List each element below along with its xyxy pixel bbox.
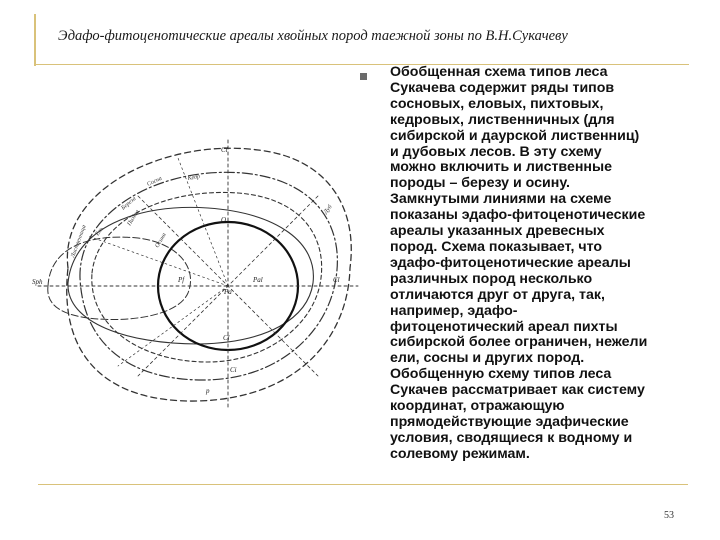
text-line: и дубовых лесов. В эту схему xyxy=(390,143,602,160)
label-bottom-inner: Cl xyxy=(223,334,230,342)
label-top: Cl xyxy=(221,146,228,154)
areal-curve-outer xyxy=(67,148,352,401)
label-right-outer: Cl xyxy=(333,276,340,284)
footer-divider xyxy=(38,484,688,485)
text-line: сосновых, еловых, пихтовых, xyxy=(390,95,604,112)
label-bottom-outer: Ci xyxy=(230,366,237,374)
curve-label-3: Ель xyxy=(94,226,105,238)
text-line: породы – березу и осину. xyxy=(390,175,570,192)
title-accent-rule xyxy=(34,14,36,66)
text-line: можно включить и лиственные xyxy=(390,159,612,176)
label-left-inner: Pf xyxy=(178,276,185,284)
curve-label-2: Береза xyxy=(120,195,138,212)
text-line: Обобщенная схема типов леса xyxy=(390,64,608,80)
text-line: ареалы указанных древесных xyxy=(390,223,605,240)
label-bottom-left: p xyxy=(206,387,210,395)
curve-label-6: Кедр xyxy=(187,173,201,182)
text-line: кедровых, лиственничных (для xyxy=(390,111,615,128)
text-line: Сукачева содержит ряды типов xyxy=(390,79,615,96)
curve-label-4: Пихта xyxy=(126,209,141,228)
curve-label-8: Осина xyxy=(154,232,168,249)
text-line: различных пород несколько xyxy=(390,270,593,287)
forest-types-diagram xyxy=(28,118,368,418)
label-center-right: Pal xyxy=(253,276,263,284)
label-center: Pa xyxy=(224,288,232,296)
text-line: отличаются друг от друга, так, xyxy=(390,286,605,303)
text-line: пород. Схема показывает, что xyxy=(390,238,603,255)
text-line: Обобщенную схему типов леса xyxy=(390,366,612,383)
label-left: Sph xyxy=(32,278,43,286)
areal-curve-2 xyxy=(80,172,337,380)
text-line: эдафо-фитоценотические ареалы xyxy=(390,254,631,271)
text-line: ели, сосны и других пород. xyxy=(390,350,585,367)
bullet-text xyxy=(390,65,705,463)
text-line: показаны эдафо-фитоценотические xyxy=(390,207,646,224)
text-line: сибирской более ограничен, нежели xyxy=(390,334,648,351)
label-top-inner: O xyxy=(221,216,227,224)
page-title: Эдафо-фитоценотические ареалы хвойных пород таежной зоны по В.Н.Сукачеву xyxy=(58,28,568,44)
text-line: например, эдафо- xyxy=(390,302,518,319)
text-line: солевому режимам. xyxy=(390,445,530,462)
curve-label-7: Дуб xyxy=(322,204,334,216)
curve-label-1: Сосна xyxy=(146,175,164,188)
text-line: сибирской и даурской лиственниц) xyxy=(390,127,640,144)
page-number: 53 xyxy=(664,510,674,521)
text-line: прямодействующие эдафические xyxy=(390,413,629,430)
text-line: Замкнутыми линиями на схеме xyxy=(390,191,612,208)
text-line: условия, сводящиеся к водному и xyxy=(390,429,633,446)
text-line: Сукачев рассматривает как систему xyxy=(390,382,645,399)
text-line: фитоценотический ареал пихты xyxy=(390,318,618,335)
bullet-marker xyxy=(360,73,367,80)
text-line: координат, отражающую xyxy=(390,398,565,415)
curve-label-5: Лиственница xyxy=(70,224,88,259)
